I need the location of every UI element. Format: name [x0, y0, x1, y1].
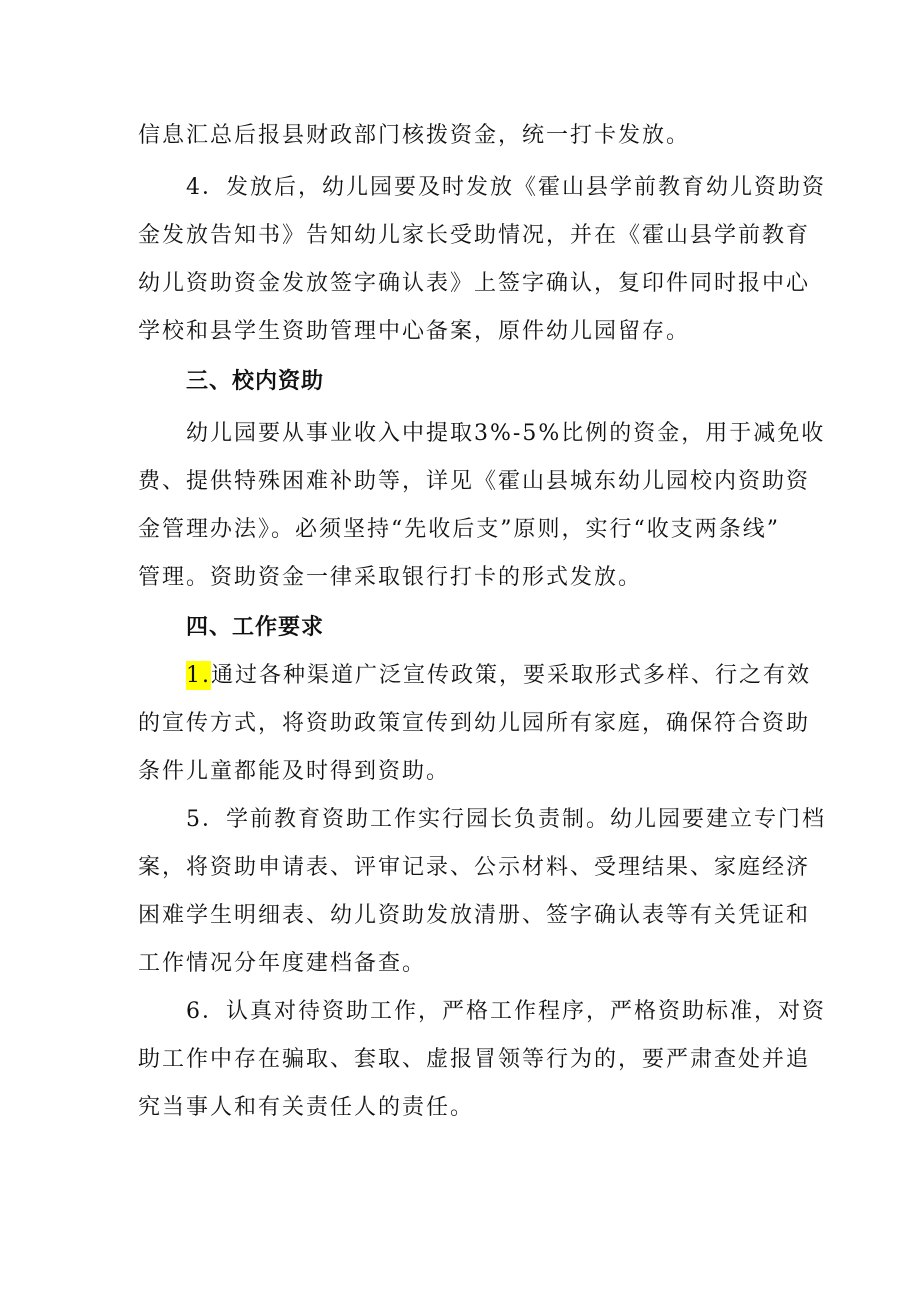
highlighted-item-number: 1. — [186, 663, 211, 688]
paragraph-item-6 — [138, 988, 826, 1132]
paragraph-line: 金发放告知书》告知幼儿家长受助情况，并在《霍山县学前教育 — [138, 223, 811, 248]
paragraph-line: 4．发放后，幼儿园要及时发放《霍山县学前教育幼儿资助资 — [186, 175, 826, 200]
paragraph-item-4 — [138, 164, 826, 356]
paragraph-line: 条件儿童都能及时得到资助。 — [138, 759, 451, 784]
paragraph-line: 案，将资助申请表、评审记录、公示材料、受理结果、家庭经济 — [138, 855, 811, 880]
section-heading-school-aid: 三、校内资助 — [186, 369, 325, 394]
paragraph-text: 通过各种渠道广泛宣传政策，要采取形式多样、行之有效 — [211, 663, 812, 688]
paragraph-line: 信息汇总后报县财政部门核拨资金，统一打卡发放。 — [138, 123, 691, 148]
paragraph-line: 6．认真对待资助工作，严格工作程序，严格资助标准，对资 — [186, 999, 826, 1024]
paragraph-line: 幼儿资助资金发放签字确认表》上签字确认，复印件同时报中心 — [138, 271, 811, 296]
paragraph-line: 究当事人和有关责任人的责任。 — [138, 1095, 475, 1120]
paragraph-school-aid — [138, 410, 826, 602]
paragraph-line: 幼儿园要从事业收入中提取3%-5%比例的资金，用于减免收 — [186, 421, 826, 446]
paragraph-line: 困难学生明细表、幼儿资助发放清册、签字确认表等有关凭证和 — [138, 903, 811, 928]
paragraph-line: 的宣传方式，将资助政策宣传到幼儿园所有家庭，确保符合资助 — [138, 711, 811, 736]
paragraph-line: 学校和县学生资助管理中心备案，原件幼儿园留存。 — [138, 319, 691, 344]
paragraph-line: 管理。资助资金一律采取银行打卡的形式发放。 — [138, 565, 643, 590]
paragraph-line — [138, 652, 812, 700]
section-heading-work-requirements: 四、工作要求 — [186, 615, 325, 640]
paragraph-line: 助工作中存在骗取、套取、虚报冒领等行为的，要严肃查处并追 — [138, 1047, 811, 1072]
paragraph-line: 5．学前教育资助工作实行园长负责制。幼儿园要建立专门档 — [186, 807, 826, 832]
paragraph-item-1 — [138, 652, 812, 796]
paragraph-funding-summary — [138, 112, 798, 160]
paragraph-item-5 — [138, 796, 826, 988]
paragraph-line: 费、提供特殊困难补助等，详见《霍山县城东幼儿园校内资助资 — [138, 469, 811, 494]
paragraph-line: 工作情况分年度建档备查。 — [138, 951, 427, 976]
paragraph-line: 金管理办法》。必须坚持“先收后支”原则，实行“收支两条线” — [138, 517, 780, 542]
